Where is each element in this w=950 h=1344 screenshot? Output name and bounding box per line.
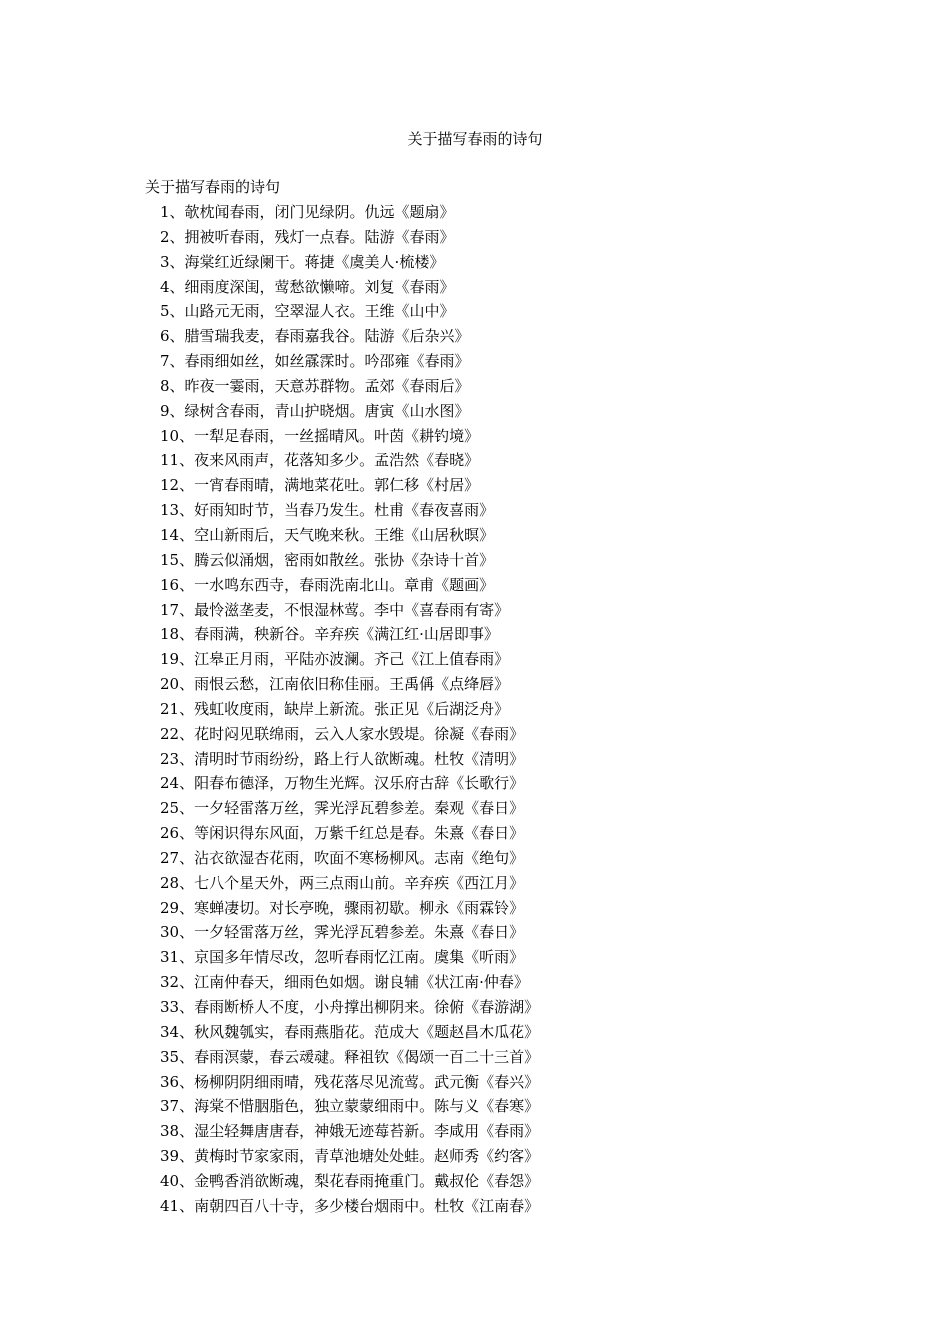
poem-line: 7、春雨细如丝，如丝霡霂时。吟邵雍《春雨》: [160, 352, 470, 371]
poem-line: 6、腊雪瑞我麦，春雨嘉我谷。陆游《后杂兴》: [160, 327, 470, 346]
poem-line: 11、夜来风雨声，花落知多少。孟浩然《春晓》: [160, 451, 480, 470]
poem-line: 10、一犁足春雨，一丝摇晴风。叶茵《耕钓境》: [160, 426, 480, 445]
poem-line: 27、沾衣欲湿杏花雨，吹面不寒杨柳风。志南《绝句》: [160, 848, 525, 867]
section-heading: 关于描写春雨的诗句: [145, 178, 281, 196]
poem-line: 23、清明时节雨纷纷，路上行人欲断魂。杜牧《清明》: [160, 749, 525, 768]
poem-line: 31、京国多年情尽改，忽听春雨忆江南。虞集《听雨》: [160, 948, 525, 967]
poem-line: 28、七八个星天外，两三点雨山前。辛弃疾《西江月》: [160, 873, 525, 892]
poem-line: 36、杨柳阴阴细雨晴，残花落尽见流莺。武元衡《春兴》: [160, 1072, 540, 1091]
poem-line: 29、寒蝉凄切。对长亭晚，骤雨初歇。柳永《雨霖铃》: [160, 898, 525, 917]
poem-line: 14、空山新雨后，天气晚来秋。王维《山居秋暝》: [160, 525, 495, 544]
poem-line: 5、山路元无雨，空翠湿人衣。王维《山中》: [160, 302, 455, 321]
poem-line: 30、一夕轻雷落万丝，霁光浮瓦碧参差。朱熹《春日》: [160, 923, 525, 942]
poem-line: 41、南朝四百八十寺，多少楼台烟雨中。杜牧《江南春》: [160, 1196, 540, 1215]
poem-line: 3、海棠红近绿阑干。蒋捷《虞美人·梳楼》: [160, 252, 445, 271]
poem-list: [160, 200, 539, 1219]
poem-line: 18、春雨满，秧新谷。辛弃疾《满江红·山居即事》: [160, 625, 499, 644]
poem-line: 24、阳春布德泽，万物生光辉。汉乐府古辞《长歌行》: [160, 774, 525, 793]
poem-line: 12、一宵春雨晴，满地菜花吐。郭仁移《村居》: [160, 476, 480, 495]
poem-line: 9、绿树含春雨，青山护晓烟。唐寅《山水图》: [160, 401, 470, 420]
poem-line: 1、欹枕闻春雨，闭门见绿阴。仇远《题扇》: [160, 203, 455, 221]
poem-line: 2、拥被听春雨，残灯一点春。陆游《春雨》: [160, 227, 455, 246]
poem-line: 21、残虹收度雨，缺岸上新流。张正见《后湖泛舟》: [160, 699, 510, 718]
poem-line: 37、海棠不惜胭脂色，独立蒙蒙细雨中。陈与义《春寒》: [160, 1097, 540, 1116]
poem-line: 15、腾云似涌烟，密雨如散丝。张协《杂诗十首》: [160, 550, 495, 569]
poem-line: 4、细雨度深闺，莺愁欲懒啼。刘复《春雨》: [160, 277, 455, 296]
poem-line: 26、等闲识得东风面，万紫千红总是春。朱熹《春日》: [160, 824, 525, 843]
poem-line: 16、一水鸣东西寺，春雨洗南北山。章甫《题画》: [160, 575, 495, 594]
poem-line: 22、花时闷见联绵雨，云入人家水毁堤。徐凝《春雨》: [160, 724, 525, 743]
poem-line: 19、江皋正月雨，平陆亦波澜。齐己《江上值春雨》: [160, 650, 510, 669]
poem-line: 33、春雨断桥人不度，小舟撑出柳阴来。徐俯《春游湖》: [160, 998, 540, 1016]
poem-line: 40、金鸭香消欲断魂，梨花春雨掩重门。戴叔伦《春怨》: [160, 1171, 540, 1190]
poem-line: 17、最怜滋垄麦，不恨湿林莺。李中《喜春雨有寄》: [160, 600, 510, 619]
poem-line: 20、雨恨云愁，江南依旧称佳丽。王禹偁《点绛唇》: [160, 675, 510, 694]
poem-line: 34、秋风魏瓠实，春雨燕脂花。范成大《题赵昌木瓜花》: [160, 1022, 540, 1041]
document-title: 关于描写春雨的诗句: [407, 130, 543, 148]
poem-line: 35、春雨溟蒙，春云叆叇。释祖钦《偈颂一百二十三首》: [160, 1047, 540, 1066]
poem-line: 32、江南仲春天，细雨色如烟。谢良辅《状江南·仲春》: [160, 973, 529, 992]
poem-line: 39、黄梅时节家家雨，青草池塘处处蛙。赵师秀《约客》: [160, 1147, 540, 1166]
poem-line: 38、湿尘轻舞唐唐春，神娥无迹莓苔新。李咸用《春雨》: [160, 1122, 540, 1141]
poem-line: 13、好雨知时节，当春乃发生。杜甫《春夜喜雨》: [160, 501, 495, 520]
poem-line: 25、一夕轻雷落万丝，霁光浮瓦碧参差。秦观《春日》: [160, 799, 525, 818]
poem-line: 8、昨夜一霎雨，天意苏群物。孟郊《春雨后》: [160, 376, 470, 395]
